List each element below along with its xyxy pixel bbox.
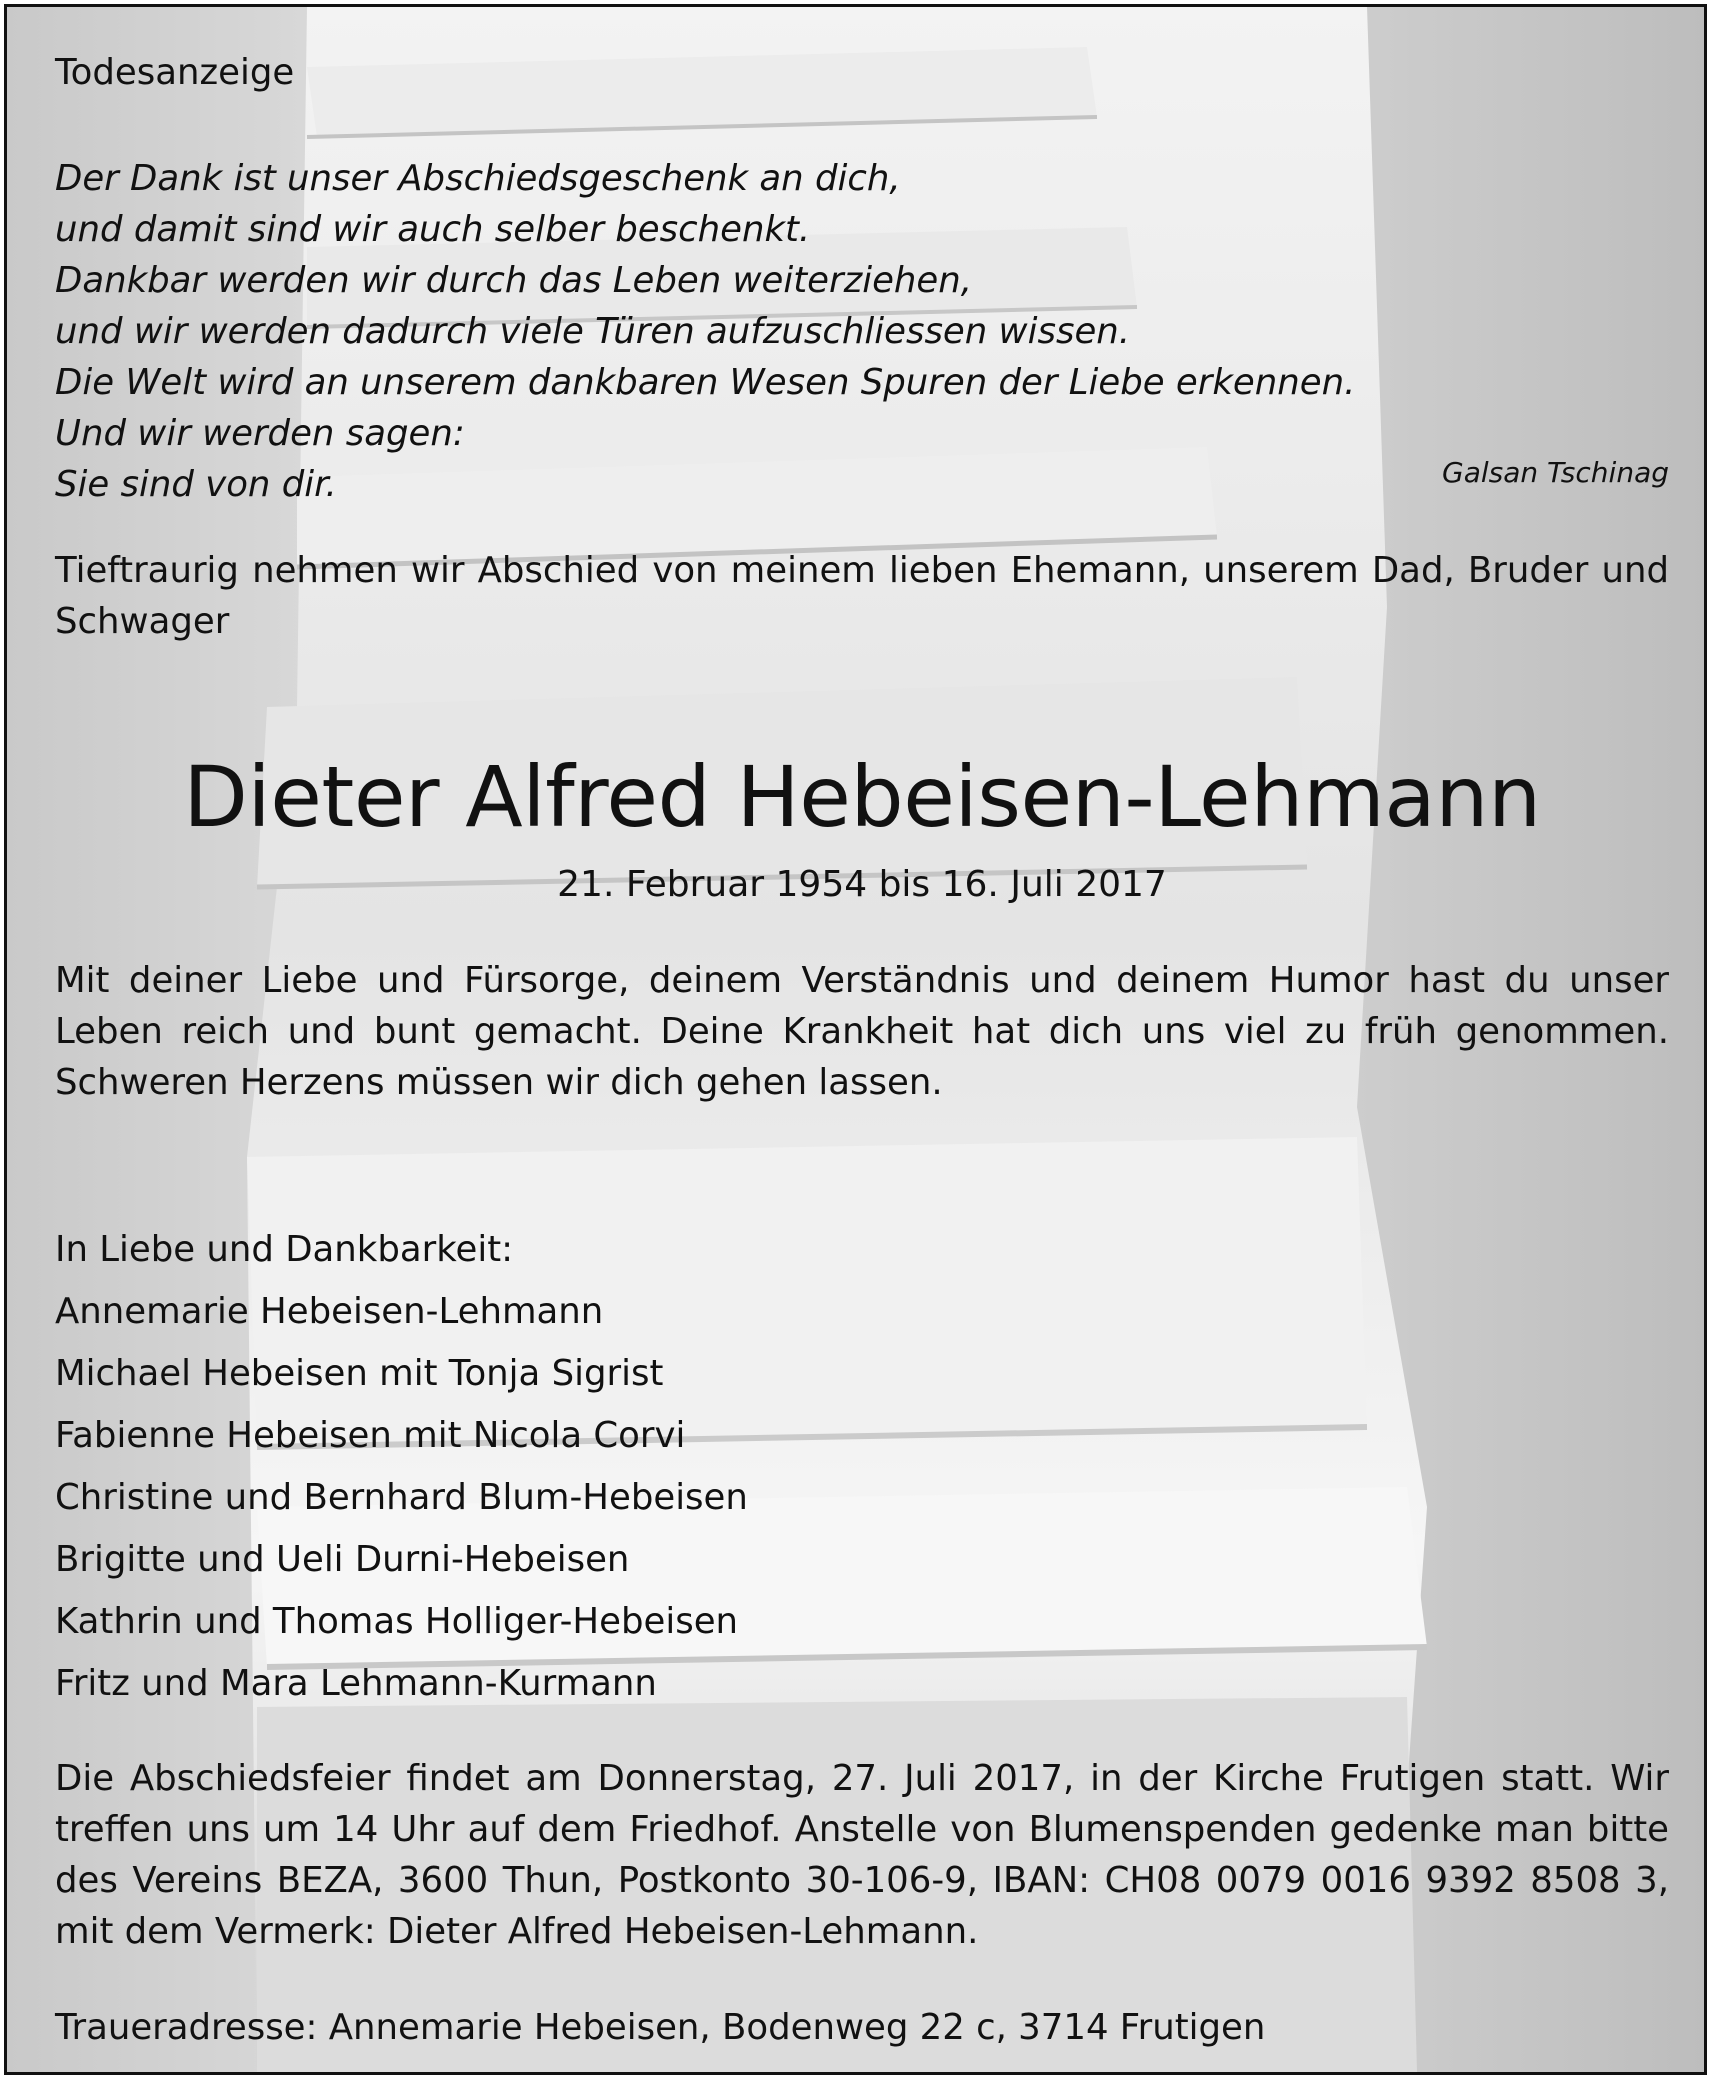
poem-line: Und wir werden sagen: <box>55 413 465 454</box>
poem-line: Sie sind von dir. <box>55 464 337 505</box>
tribute-paragraph: Mit deiner Liebe und Fürsorge, deinem Verständnis und deinem Humor hast du unser Leben reich und bunt gemacht. Deine Krankheit hat dich uns viel zu früh genommen. Schweren Herzens müssen wir dich gehen lassen. <box>55 960 1669 1103</box>
mourning-address: Traueradresse: Annemarie Hebeisen, Bodenweg 22 c, 3714 Frutigen <box>55 2007 1266 2048</box>
mourner-name: Fabienne Hebeisen mit Nicola Corvi <box>55 1415 686 1456</box>
mourners-list <box>55 1219 1669 1715</box>
poem-line: Die Welt wird an unserem dankbaren Wesen Spuren der Liebe erkennen. <box>55 362 1356 403</box>
poem-line: und damit sind wir auch selber beschenkt. <box>55 209 811 250</box>
mourner-name: Christine und Bernhard Blum-Hebeisen <box>55 1477 748 1518</box>
poem-line: Dankbar werden wir durch das Leben weiterziehen, <box>55 260 973 301</box>
mourner-name: Annemarie Hebeisen-Lehmann <box>55 1291 604 1332</box>
poem <box>55 153 1669 510</box>
poem-line: und wir werden dadurch viele Türen aufzuschliessen wissen. <box>55 311 1131 352</box>
poem-line: Der Dank ist unser Abschiedsgeschenk an dich, <box>55 158 901 199</box>
life-dates: 21. Februar 1954 bis 16. Juli 2017 <box>557 864 1167 905</box>
obituary-frame <box>4 4 1707 2075</box>
deceased-name: Dieter Alfred Hebeisen-Lehmann <box>183 748 1541 846</box>
ceremony-paragraph: Die Abschiedsfeier findet am Donnerstag, 27. Juli 2017, in der Kirche Frutigen statt. Wir treffen uns um 14 Uhr auf dem Friedhof. Anstelle von Blumenspenden gedenke man bitte des Vereins BEZA, 3600 Thun, Postkonto 30-106-9, IBAN: CH08 0079 0016 9392 8508 3, mit dem Vermerk: Dieter Alfred Hebeisen-Lehmann. <box>55 1758 1669 1952</box>
mourners-heading: In Liebe und Dankbarkeit: <box>55 1229 514 1270</box>
mourner-name: Fritz und Mara Lehmann-Kurmann <box>55 1663 657 1704</box>
notice-heading: Todesanzeige <box>55 52 295 93</box>
mourner-name: Michael Hebeisen mit Tonja Sigrist <box>55 1353 664 1394</box>
mourner-name: Brigitte und Ueli Durni-Hebeisen <box>55 1539 630 1580</box>
mourner-name: Kathrin und Thomas Holliger-Hebeisen <box>55 1601 739 1642</box>
poem-author: Galsan Tschinag <box>1442 456 1669 489</box>
intro-paragraph: Tieftraurig nehmen wir Abschied von meinem lieben Ehemann, unserem Dad, Bruder und Schwager <box>55 550 1669 642</box>
